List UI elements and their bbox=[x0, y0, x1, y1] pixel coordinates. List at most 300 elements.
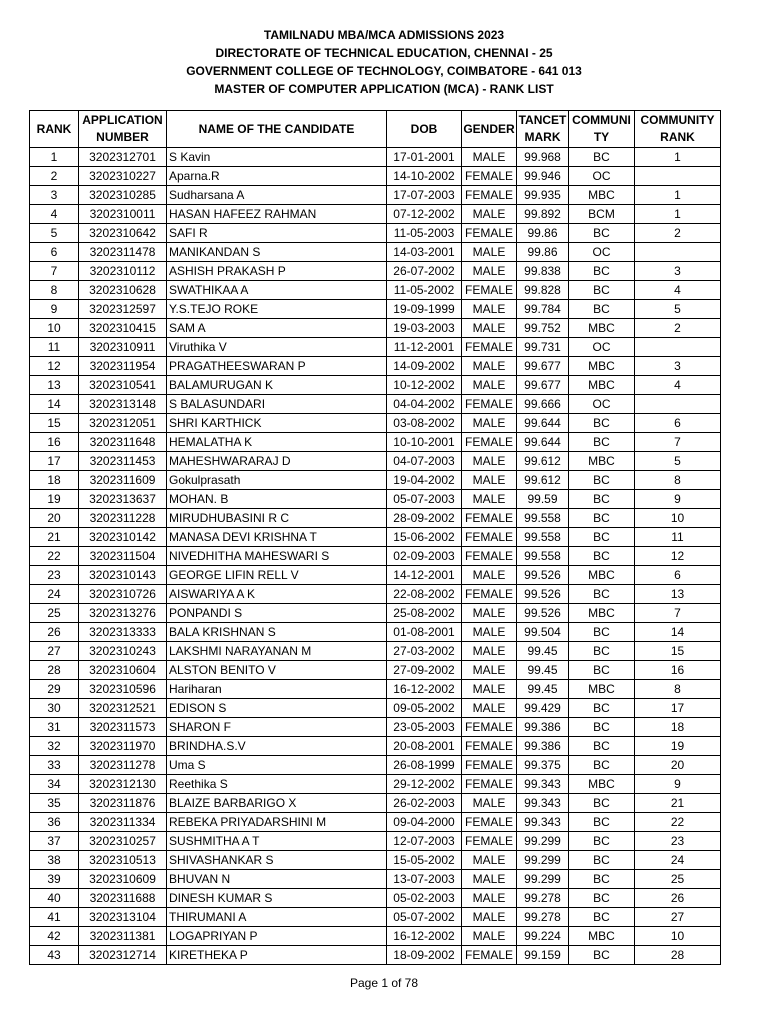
cell-gender: MALE bbox=[462, 699, 517, 718]
table-row bbox=[30, 813, 721, 832]
cell-community: BC bbox=[569, 547, 635, 566]
cell-candidate-name: HEMALATHA K bbox=[167, 433, 387, 452]
table-header-row bbox=[30, 111, 721, 148]
cell-dob: 14-03-2001 bbox=[387, 243, 462, 262]
cell-dob: 11-12-2001 bbox=[387, 338, 462, 357]
cell-tancet-mark: 99.45 bbox=[517, 680, 569, 699]
cell-community-rank: 10 bbox=[635, 927, 721, 946]
column-header-community-rank bbox=[635, 111, 721, 148]
cell-community: BC bbox=[569, 661, 635, 680]
table-row bbox=[30, 148, 721, 167]
cell-tancet-mark: 99.386 bbox=[517, 718, 569, 737]
cell-community-rank: 12 bbox=[635, 547, 721, 566]
cell-candidate-name: Gokulprasath bbox=[167, 471, 387, 490]
cell-application-number: 3202310112 bbox=[79, 262, 167, 281]
cell-dob: 10-10-2001 bbox=[387, 433, 462, 452]
cell-rank: 12 bbox=[30, 357, 79, 376]
cell-community-rank: 26 bbox=[635, 889, 721, 908]
table-row bbox=[30, 471, 721, 490]
cell-community-rank bbox=[635, 338, 721, 357]
cell-application-number: 3202310541 bbox=[79, 376, 167, 395]
table-row bbox=[30, 547, 721, 566]
cell-tancet-mark: 99.224 bbox=[517, 927, 569, 946]
cell-candidate-name: KIRETHEKA P bbox=[167, 946, 387, 965]
cell-community: BC bbox=[569, 471, 635, 490]
cell-candidate-name: ASHISH PRAKASH P bbox=[167, 262, 387, 281]
cell-gender: MALE bbox=[462, 319, 517, 338]
cell-candidate-name: S BALASUNDARI bbox=[167, 395, 387, 414]
cell-candidate-name: LOGAPRIYAN P bbox=[167, 927, 387, 946]
cell-candidate-name: Y.S.TEJO ROKE bbox=[167, 300, 387, 319]
cell-tancet-mark: 99.526 bbox=[517, 566, 569, 585]
cell-rank: 17 bbox=[30, 452, 79, 471]
cell-tancet-mark: 99.677 bbox=[517, 357, 569, 376]
cell-application-number: 3202310642 bbox=[79, 224, 167, 243]
cell-community-rank: 5 bbox=[635, 452, 721, 471]
cell-tancet-mark: 99.558 bbox=[517, 509, 569, 528]
cell-gender: MALE bbox=[462, 262, 517, 281]
cell-gender: MALE bbox=[462, 205, 517, 224]
cell-application-number: 3202311970 bbox=[79, 737, 167, 756]
rank-list-table bbox=[29, 110, 721, 965]
cell-application-number: 3202312597 bbox=[79, 300, 167, 319]
column-header-application-number bbox=[79, 111, 167, 148]
cell-application-number: 3202311381 bbox=[79, 927, 167, 946]
table-row bbox=[30, 281, 721, 300]
cell-dob: 22-08-2002 bbox=[387, 585, 462, 604]
cell-candidate-name: SWATHIKAA A bbox=[167, 281, 387, 300]
column-header-text: DOB bbox=[410, 121, 438, 136]
cell-gender: FEMALE bbox=[462, 509, 517, 528]
cell-candidate-name: PRAGATHEESWARAN P bbox=[167, 357, 387, 376]
cell-dob: 05-07-2002 bbox=[387, 908, 462, 927]
cell-tancet-mark: 99.278 bbox=[517, 889, 569, 908]
column-header-text: NUMBER bbox=[96, 130, 149, 144]
table-row bbox=[30, 490, 721, 509]
cell-candidate-name: BRINDHA.S.V bbox=[167, 737, 387, 756]
cell-rank: 10 bbox=[30, 319, 79, 338]
table-row bbox=[30, 319, 721, 338]
column-header-text: TANCET bbox=[518, 113, 567, 127]
table-row bbox=[30, 414, 721, 433]
cell-community: MBC bbox=[569, 452, 635, 471]
cell-community-rank: 15 bbox=[635, 642, 721, 661]
cell-application-number: 3202310142 bbox=[79, 528, 167, 547]
cell-community-rank: 14 bbox=[635, 623, 721, 642]
cell-application-number: 3202312130 bbox=[79, 775, 167, 794]
cell-rank: 39 bbox=[30, 870, 79, 889]
cell-candidate-name: BHUVAN N bbox=[167, 870, 387, 889]
cell-gender: FEMALE bbox=[462, 718, 517, 737]
cell-community: OC bbox=[569, 167, 635, 186]
table-row bbox=[30, 205, 721, 224]
cell-candidate-name: NIVEDHITHA MAHESWARI S bbox=[167, 547, 387, 566]
cell-candidate-name: ALSTON BENITO V bbox=[167, 661, 387, 680]
cell-rank: 5 bbox=[30, 224, 79, 243]
cell-candidate-name: LAKSHMI NARAYANAN M bbox=[167, 642, 387, 661]
column-header-text: RANK bbox=[660, 130, 695, 144]
cell-dob: 04-04-2002 bbox=[387, 395, 462, 414]
table-row bbox=[30, 452, 721, 471]
cell-community-rank: 9 bbox=[635, 490, 721, 509]
table-row bbox=[30, 699, 721, 718]
cell-tancet-mark: 99.558 bbox=[517, 528, 569, 547]
cell-rank: 7 bbox=[30, 262, 79, 281]
cell-community: MBC bbox=[569, 319, 635, 338]
cell-rank: 30 bbox=[30, 699, 79, 718]
cell-candidate-name: BALAMURUGAN K bbox=[167, 376, 387, 395]
cell-candidate-name: SAFI R bbox=[167, 224, 387, 243]
cell-candidate-name: Aparna.R bbox=[167, 167, 387, 186]
table-row bbox=[30, 775, 721, 794]
cell-rank: 37 bbox=[30, 832, 79, 851]
cell-application-number: 3202310628 bbox=[79, 281, 167, 300]
cell-candidate-name: EDISON S bbox=[167, 699, 387, 718]
cell-community: BC bbox=[569, 281, 635, 300]
cell-community-rank: 2 bbox=[635, 224, 721, 243]
cell-rank: 1 bbox=[30, 148, 79, 167]
cell-community: BCM bbox=[569, 205, 635, 224]
cell-community-rank: 13 bbox=[635, 585, 721, 604]
cell-candidate-name: MAHESHWARARAJ D bbox=[167, 452, 387, 471]
table-row bbox=[30, 262, 721, 281]
table-row bbox=[30, 300, 721, 319]
cell-gender: FEMALE bbox=[462, 813, 517, 832]
cell-tancet-mark: 99.504 bbox=[517, 623, 569, 642]
cell-community: OC bbox=[569, 243, 635, 262]
cell-community-rank: 7 bbox=[635, 433, 721, 452]
cell-gender: MALE bbox=[462, 357, 517, 376]
cell-community-rank: 8 bbox=[635, 680, 721, 699]
cell-community-rank: 17 bbox=[635, 699, 721, 718]
cell-gender: FEMALE bbox=[462, 281, 517, 300]
cell-application-number: 3202312714 bbox=[79, 946, 167, 965]
cell-dob: 11-05-2002 bbox=[387, 281, 462, 300]
table-row bbox=[30, 642, 721, 661]
cell-community: BC bbox=[569, 224, 635, 243]
cell-rank: 9 bbox=[30, 300, 79, 319]
cell-community: BC bbox=[569, 870, 635, 889]
cell-tancet-mark: 99.677 bbox=[517, 376, 569, 395]
cell-community: OC bbox=[569, 338, 635, 357]
cell-community-rank: 1 bbox=[635, 186, 721, 205]
table-row bbox=[30, 338, 721, 357]
cell-rank: 4 bbox=[30, 205, 79, 224]
cell-community-rank: 2 bbox=[635, 319, 721, 338]
cell-dob: 16-12-2002 bbox=[387, 680, 462, 699]
document-header bbox=[0, 26, 768, 98]
cell-community: BC bbox=[569, 300, 635, 319]
column-header-text: APPLICATION bbox=[82, 113, 163, 127]
table-row bbox=[30, 243, 721, 262]
cell-dob: 26-02-2003 bbox=[387, 794, 462, 813]
cell-rank: 27 bbox=[30, 642, 79, 661]
cell-rank: 18 bbox=[30, 471, 79, 490]
cell-gender: FEMALE bbox=[462, 585, 517, 604]
cell-tancet-mark: 99.644 bbox=[517, 433, 569, 452]
cell-gender: MALE bbox=[462, 452, 517, 471]
cell-application-number: 3202310604 bbox=[79, 661, 167, 680]
cell-application-number: 3202311453 bbox=[79, 452, 167, 471]
cell-tancet-mark: 99.731 bbox=[517, 338, 569, 357]
column-header-gender bbox=[462, 111, 517, 148]
cell-candidate-name: MOHAN. B bbox=[167, 490, 387, 509]
cell-application-number: 3202310513 bbox=[79, 851, 167, 870]
cell-application-number: 3202310257 bbox=[79, 832, 167, 851]
cell-gender: MALE bbox=[462, 566, 517, 585]
cell-gender: FEMALE bbox=[462, 756, 517, 775]
column-header-community bbox=[569, 111, 635, 148]
cell-community-rank: 11 bbox=[635, 528, 721, 547]
cell-dob: 16-12-2002 bbox=[387, 927, 462, 946]
cell-rank: 8 bbox=[30, 281, 79, 300]
cell-application-number: 3202312521 bbox=[79, 699, 167, 718]
cell-community: BC bbox=[569, 718, 635, 737]
table-row bbox=[30, 870, 721, 889]
cell-application-number: 3202312701 bbox=[79, 148, 167, 167]
cell-application-number: 3202311648 bbox=[79, 433, 167, 452]
cell-rank: 40 bbox=[30, 889, 79, 908]
cell-application-number: 3202313104 bbox=[79, 908, 167, 927]
cell-tancet-mark: 99.946 bbox=[517, 167, 569, 186]
cell-dob: 13-07-2003 bbox=[387, 870, 462, 889]
cell-community-rank: 23 bbox=[635, 832, 721, 851]
cell-candidate-name: Viruthika V bbox=[167, 338, 387, 357]
cell-rank: 33 bbox=[30, 756, 79, 775]
cell-tancet-mark: 99.612 bbox=[517, 471, 569, 490]
cell-dob: 09-05-2002 bbox=[387, 699, 462, 718]
cell-rank: 21 bbox=[30, 528, 79, 547]
cell-tancet-mark: 99.935 bbox=[517, 186, 569, 205]
cell-gender: FEMALE bbox=[462, 433, 517, 452]
cell-community-rank bbox=[635, 243, 721, 262]
cell-rank: 36 bbox=[30, 813, 79, 832]
cell-tancet-mark: 99.386 bbox=[517, 737, 569, 756]
column-header-rank bbox=[30, 111, 79, 148]
cell-dob: 03-08-2002 bbox=[387, 414, 462, 433]
cell-application-number: 3202313148 bbox=[79, 395, 167, 414]
table-row bbox=[30, 680, 721, 699]
cell-rank: 14 bbox=[30, 395, 79, 414]
cell-community: BC bbox=[569, 509, 635, 528]
table-row bbox=[30, 908, 721, 927]
cell-community-rank: 3 bbox=[635, 357, 721, 376]
cell-tancet-mark: 99.86 bbox=[517, 243, 569, 262]
cell-gender: FEMALE bbox=[462, 946, 517, 965]
cell-application-number: 3202313276 bbox=[79, 604, 167, 623]
cell-community-rank: 5 bbox=[635, 300, 721, 319]
cell-rank: 43 bbox=[30, 946, 79, 965]
cell-community-rank: 16 bbox=[635, 661, 721, 680]
cell-gender: MALE bbox=[462, 490, 517, 509]
column-header-text: TY bbox=[593, 130, 610, 144]
header-title: TAMILNADU MBA/MCA ADMISSIONS 2023 bbox=[263, 28, 505, 42]
cell-rank: 16 bbox=[30, 433, 79, 452]
cell-dob: 05-02-2003 bbox=[387, 889, 462, 908]
cell-community: BC bbox=[569, 433, 635, 452]
table-row bbox=[30, 623, 721, 642]
column-header-text: RANK bbox=[36, 121, 72, 136]
cell-gender: MALE bbox=[462, 148, 517, 167]
cell-gender: MALE bbox=[462, 661, 517, 680]
cell-dob: 15-06-2002 bbox=[387, 528, 462, 547]
cell-application-number: 3202310143 bbox=[79, 566, 167, 585]
cell-community-rank: 18 bbox=[635, 718, 721, 737]
cell-tancet-mark: 99.429 bbox=[517, 699, 569, 718]
cell-application-number: 3202310243 bbox=[79, 642, 167, 661]
cell-application-number: 3202310285 bbox=[79, 186, 167, 205]
table-row bbox=[30, 756, 721, 775]
cell-rank: 31 bbox=[30, 718, 79, 737]
table-body bbox=[30, 148, 721, 965]
cell-application-number: 3202311504 bbox=[79, 547, 167, 566]
cell-candidate-name: Reethika S bbox=[167, 775, 387, 794]
cell-application-number: 3202311228 bbox=[79, 509, 167, 528]
table-row bbox=[30, 927, 721, 946]
cell-community: BC bbox=[569, 623, 635, 642]
cell-community: BC bbox=[569, 946, 635, 965]
cell-community: BC bbox=[569, 813, 635, 832]
cell-tancet-mark: 99.86 bbox=[517, 224, 569, 243]
cell-tancet-mark: 99.892 bbox=[517, 205, 569, 224]
cell-community: BC bbox=[569, 908, 635, 927]
cell-community: BC bbox=[569, 490, 635, 509]
cell-tancet-mark: 99.343 bbox=[517, 794, 569, 813]
cell-candidate-name: SUSHMITHA A T bbox=[167, 832, 387, 851]
cell-tancet-mark: 99.612 bbox=[517, 452, 569, 471]
cell-community: BC bbox=[569, 699, 635, 718]
cell-community: MBC bbox=[569, 376, 635, 395]
cell-rank: 35 bbox=[30, 794, 79, 813]
column-header-dob bbox=[387, 111, 462, 148]
cell-community: BC bbox=[569, 794, 635, 813]
cell-dob: 14-10-2002 bbox=[387, 167, 462, 186]
cell-tancet-mark: 99.45 bbox=[517, 661, 569, 680]
cell-dob: 23-05-2003 bbox=[387, 718, 462, 737]
cell-community-rank: 1 bbox=[635, 148, 721, 167]
cell-community: BC bbox=[569, 528, 635, 547]
cell-gender: MALE bbox=[462, 376, 517, 395]
table-row bbox=[30, 737, 721, 756]
column-header-text: COMMUNITY bbox=[640, 113, 715, 127]
cell-application-number: 3202313333 bbox=[79, 623, 167, 642]
cell-tancet-mark: 99.278 bbox=[517, 908, 569, 927]
cell-application-number: 3202313637 bbox=[79, 490, 167, 509]
cell-dob: 19-09-1999 bbox=[387, 300, 462, 319]
cell-application-number: 3202310415 bbox=[79, 319, 167, 338]
cell-rank: 15 bbox=[30, 414, 79, 433]
table-row bbox=[30, 509, 721, 528]
cell-gender: FEMALE bbox=[462, 832, 517, 851]
cell-dob: 12-07-2003 bbox=[387, 832, 462, 851]
cell-rank: 29 bbox=[30, 680, 79, 699]
cell-gender: MALE bbox=[462, 642, 517, 661]
cell-dob: 17-01-2001 bbox=[387, 148, 462, 167]
cell-candidate-name: REBEKA PRIYADARSHINI M bbox=[167, 813, 387, 832]
cell-community: MBC bbox=[569, 927, 635, 946]
table-row bbox=[30, 946, 721, 965]
cell-application-number: 3202310726 bbox=[79, 585, 167, 604]
column-header-text: COMMUNI bbox=[572, 113, 631, 127]
cell-tancet-mark: 99.968 bbox=[517, 148, 569, 167]
cell-candidate-name: Uma S bbox=[167, 756, 387, 775]
cell-rank: 28 bbox=[30, 661, 79, 680]
cell-dob: 20-08-2001 bbox=[387, 737, 462, 756]
table-row bbox=[30, 661, 721, 680]
cell-tancet-mark: 99.784 bbox=[517, 300, 569, 319]
cell-community: BC bbox=[569, 889, 635, 908]
cell-community-rank: 24 bbox=[635, 851, 721, 870]
header-college: GOVERNMENT COLLEGE OF TECHNOLOGY, COIMBATORE - 641 013 bbox=[186, 64, 582, 78]
cell-candidate-name: PONPANDI S bbox=[167, 604, 387, 623]
cell-dob: 28-09-2002 bbox=[387, 509, 462, 528]
cell-dob: 27-03-2002 bbox=[387, 642, 462, 661]
cell-application-number: 3202311573 bbox=[79, 718, 167, 737]
cell-community: BC bbox=[569, 832, 635, 851]
cell-candidate-name: MANASA DEVI KRISHNA T bbox=[167, 528, 387, 547]
cell-dob: 10-12-2002 bbox=[387, 376, 462, 395]
cell-application-number: 3202311609 bbox=[79, 471, 167, 490]
cell-tancet-mark: 99.159 bbox=[517, 946, 569, 965]
cell-dob: 19-03-2003 bbox=[387, 319, 462, 338]
cell-application-number: 3202311954 bbox=[79, 357, 167, 376]
cell-application-number: 3202311876 bbox=[79, 794, 167, 813]
cell-tancet-mark: 99.45 bbox=[517, 642, 569, 661]
cell-community-rank: 22 bbox=[635, 813, 721, 832]
cell-dob: 18-09-2002 bbox=[387, 946, 462, 965]
cell-application-number: 3202311478 bbox=[79, 243, 167, 262]
cell-gender: MALE bbox=[462, 623, 517, 642]
cell-gender: FEMALE bbox=[462, 737, 517, 756]
page-indicator: Page 1 of 78 bbox=[349, 976, 419, 990]
cell-dob: 14-12-2001 bbox=[387, 566, 462, 585]
cell-community-rank: 27 bbox=[635, 908, 721, 927]
cell-application-number: 3202310596 bbox=[79, 680, 167, 699]
cell-community: BC bbox=[569, 148, 635, 167]
cell-application-number: 3202311278 bbox=[79, 756, 167, 775]
cell-community: MBC bbox=[569, 604, 635, 623]
table-row bbox=[30, 585, 721, 604]
header-directorate: DIRECTORATE OF TECHNICAL EDUCATION, CHENNAI - 25 bbox=[215, 46, 553, 60]
cell-candidate-name: SHRI KARTHICK bbox=[167, 414, 387, 433]
column-header-tancet-mark bbox=[517, 111, 569, 148]
cell-community-rank: 4 bbox=[635, 376, 721, 395]
cell-gender: FEMALE bbox=[462, 167, 517, 186]
cell-tancet-mark: 99.526 bbox=[517, 604, 569, 623]
cell-tancet-mark: 99.752 bbox=[517, 319, 569, 338]
table-row bbox=[30, 376, 721, 395]
cell-tancet-mark: 99.666 bbox=[517, 395, 569, 414]
cell-dob: 15-05-2002 bbox=[387, 851, 462, 870]
cell-application-number: 3202311688 bbox=[79, 889, 167, 908]
cell-candidate-name: GEORGE LIFIN RELL V bbox=[167, 566, 387, 585]
cell-gender: MALE bbox=[462, 243, 517, 262]
cell-gender: MALE bbox=[462, 927, 517, 946]
cell-rank: 25 bbox=[30, 604, 79, 623]
cell-gender: MALE bbox=[462, 471, 517, 490]
cell-rank: 42 bbox=[30, 927, 79, 946]
cell-community: BC bbox=[569, 262, 635, 281]
cell-community-rank: 6 bbox=[635, 414, 721, 433]
column-header-text: MARK bbox=[524, 130, 561, 144]
cell-community: BC bbox=[569, 851, 635, 870]
cell-tancet-mark: 99.299 bbox=[517, 851, 569, 870]
cell-application-number: 3202312051 bbox=[79, 414, 167, 433]
cell-gender: FEMALE bbox=[462, 395, 517, 414]
cell-application-number: 3202310609 bbox=[79, 870, 167, 889]
cell-community: MBC bbox=[569, 186, 635, 205]
header-rank-list-title: MASTER OF COMPUTER APPLICATION (MCA) - RANK LIST bbox=[214, 82, 554, 96]
